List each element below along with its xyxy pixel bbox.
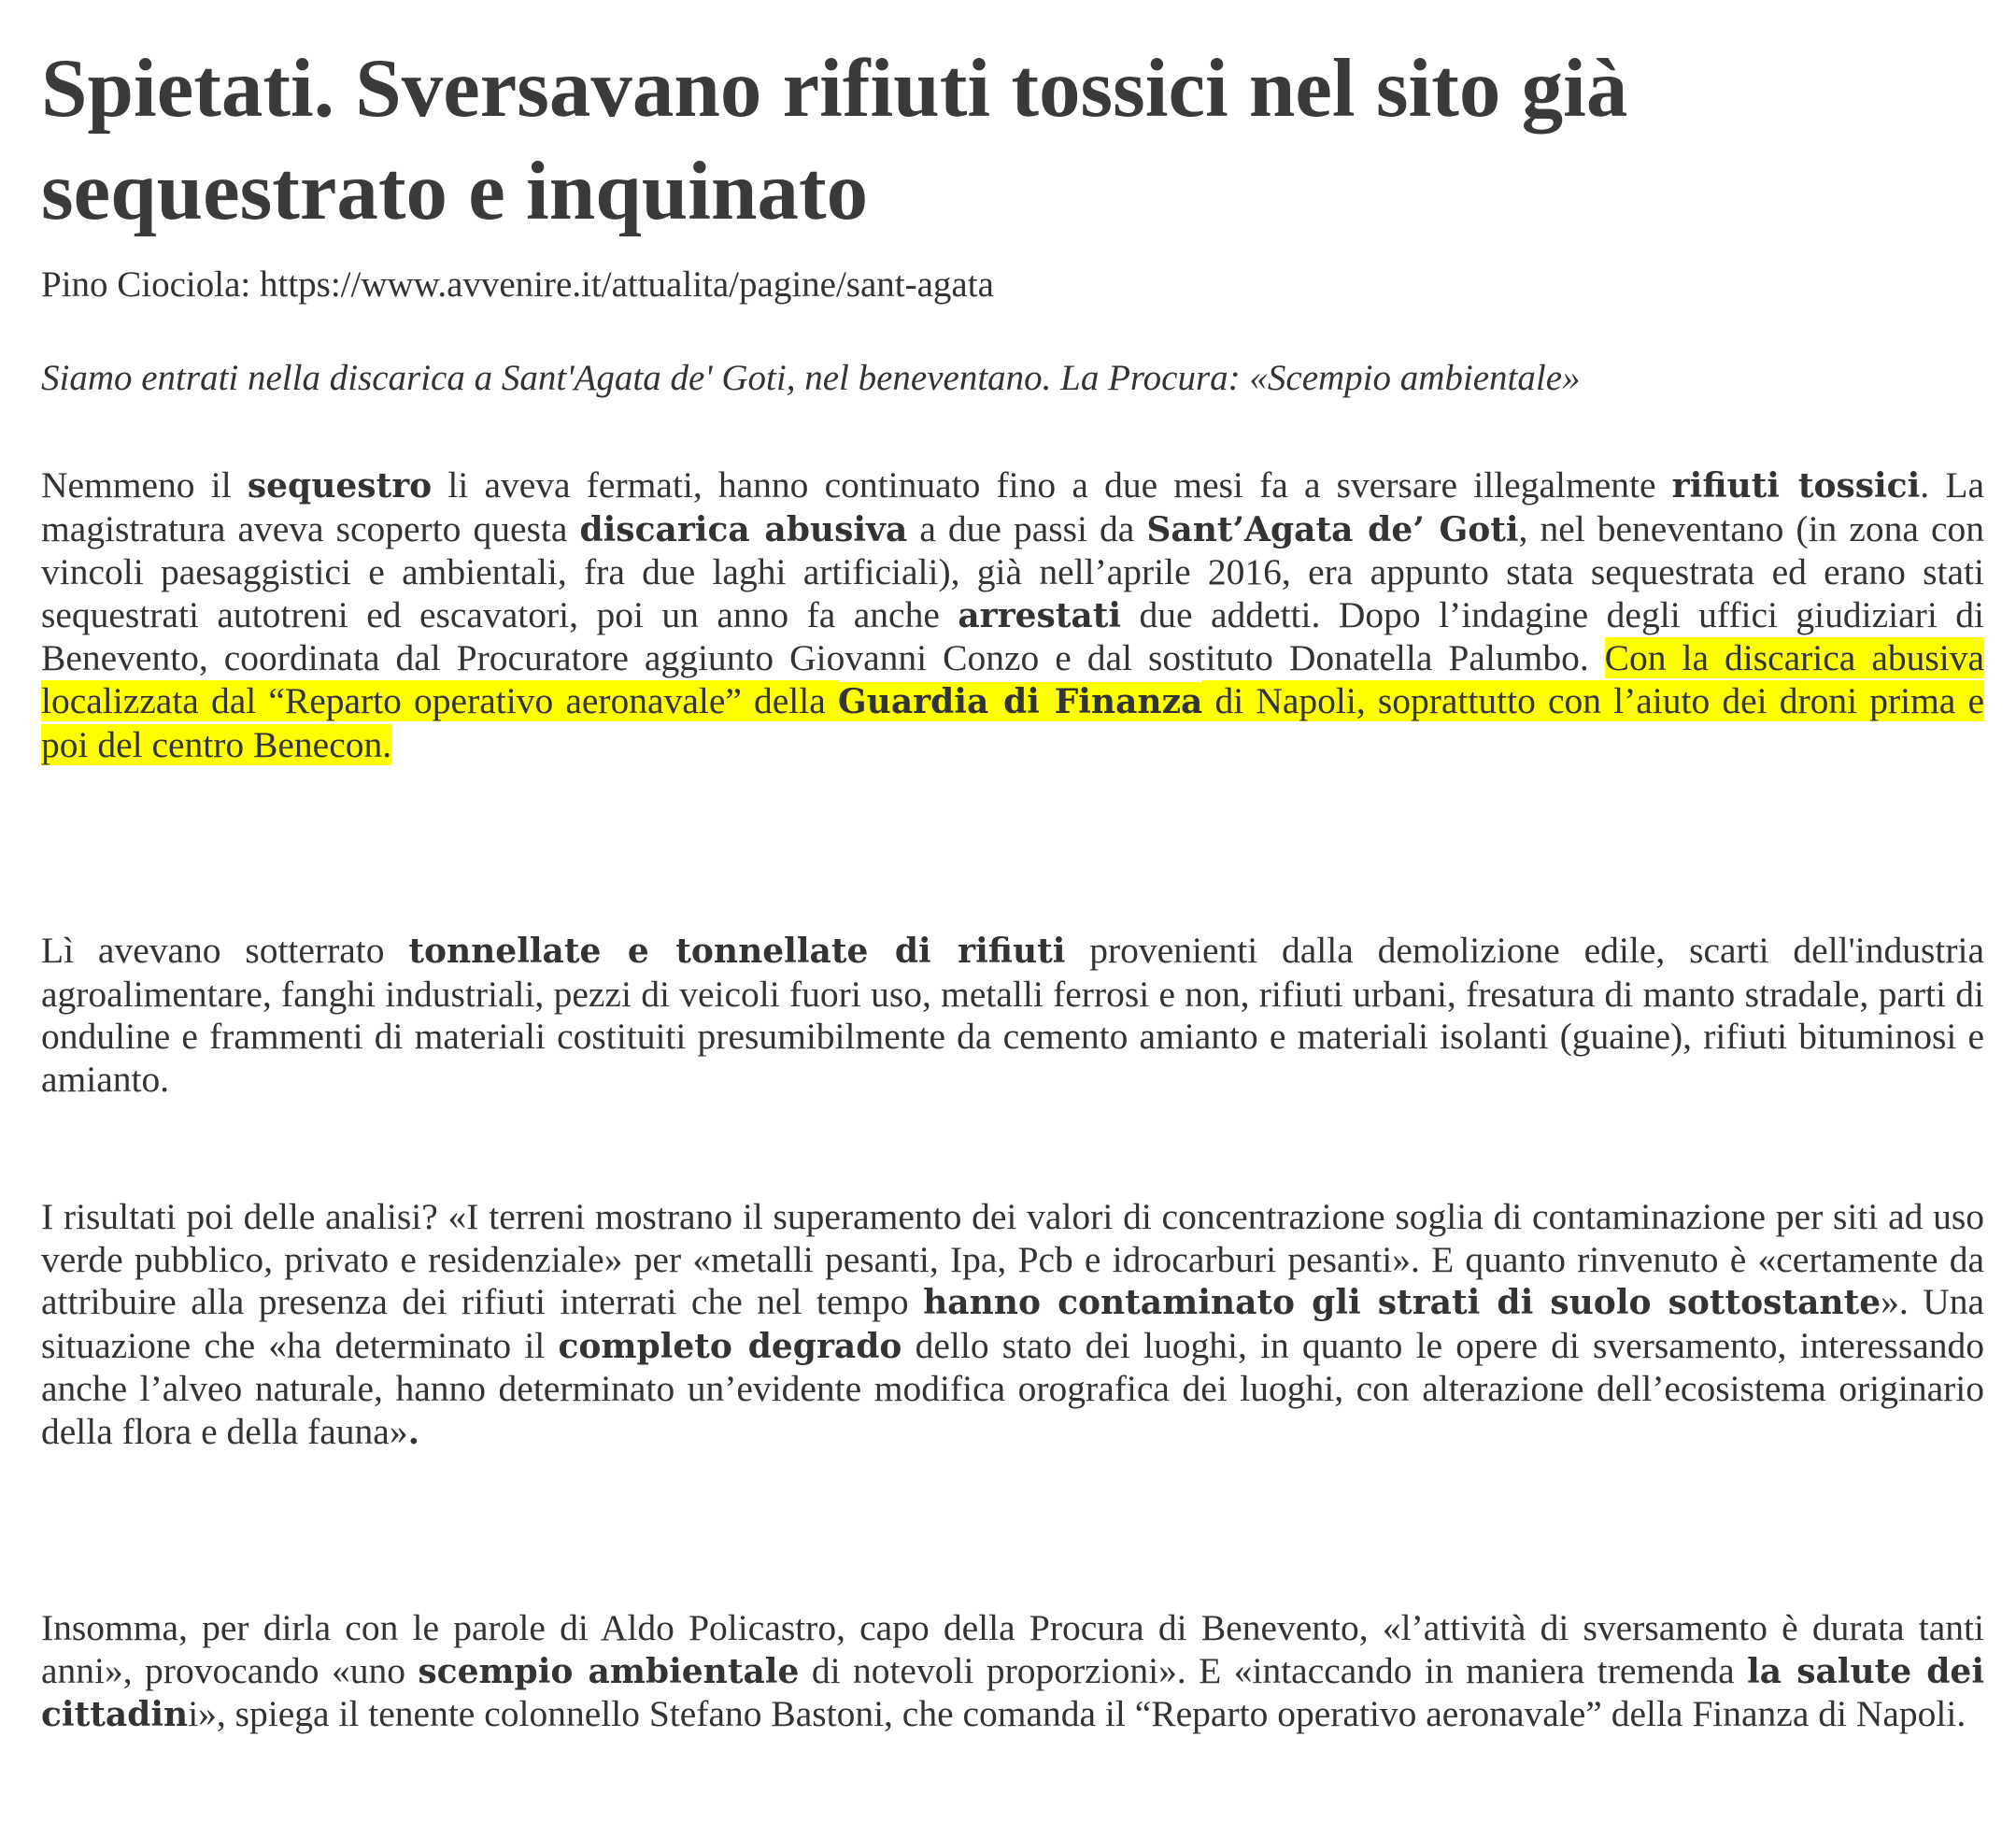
text-run: Insomma, per dirla con le parole di Aldo Policastro, capo della Procura di Benevento, «l’attività di sversamento è durata tanti anni», provocando «uno (41, 1607, 1984, 1691)
paragraph-3 (41, 1196, 1984, 1455)
paragraph-4 (41, 1607, 1984, 1737)
highlighted-text: di Napoli, soprattutto con l’aiuto dei droni prima e poi del centro Benecon. (41, 679, 1984, 765)
paragraph-2 (41, 930, 1984, 1101)
text-run: di notevoli proporzioni». E «intaccando in maniera tremenda (799, 1649, 1748, 1691)
bold-text: rifiuti tossici (1671, 466, 1921, 506)
text-run: a due passi da (907, 507, 1147, 549)
bold-text: sequestro (247, 466, 433, 506)
text-run: provenienti dalla demolizione edile, scarti dell'industria agroalimentare, fanghi industriali, pezzi di veicoli fuori uso, metalli ferrosi e non, rifiuti urbani, fresatura di manto stradale, parti di onduline e frammenti di materiali costituiti presumibilmente da cemento amianto e materiali isolanti (guaine), rifiuti bituminosi e amianto. (41, 930, 1985, 1100)
bold-text: hanno contaminato gli strati di suolo sottostante (923, 1283, 1881, 1323)
bold-text: Sant’Agata de’ Goti (1146, 509, 1519, 549)
text-run: i», spiega il tenente colonnello Stefano Bastoni, che comanda il “Reparto operativo aeronavale” della Finanza di Napoli. (188, 1693, 1966, 1735)
bold-text: . (407, 1412, 420, 1452)
bold-text: la salute dei cittadin (41, 1651, 1984, 1735)
text-run: , nel beneventano (in zona con vincoli paesaggistici e ambientali, fra due laghi artificiali), già nell’aprile 2016, era appunto stata sequestrata ed erano stati sequestrati autotreni ed escavatori, poi un anno fa anche (41, 507, 1984, 635)
bold-text: discarica abusiva (579, 509, 908, 549)
text-run: dello stato dei luoghi, in quanto le opere di sversamento, interessando anche l’alveo naturale, hanno determinato un’evidente modifica orografica dei luoghi, con alterazione dell’ecosistema originario della flora e della fauna» (41, 1324, 1984, 1452)
text-run: Lì avevano sotterrato (41, 930, 409, 971)
bold-text: arrestati (958, 595, 1122, 635)
bold-text: scempio ambientale (418, 1651, 800, 1691)
text-run: Nemmeno il (41, 464, 248, 506)
text-run: . La magistratura aveva scoperto questa (41, 464, 1984, 549)
text-run: ». Una situazione che «ha determinato il (41, 1281, 1984, 1366)
article-byline: Pino Ciociola: https://www.avvenire.it/attualita/pagine/sant-agata (41, 264, 994, 305)
paragraph-1 (41, 464, 1984, 766)
highlighted-text: Con la discarica abusiva localizzata dal “Reparto operativo aeronavale” della (41, 637, 1984, 721)
text-run: due addetti. Dopo l’indagine degli uffici giudiziari di Benevento, coordinata dal Procuratore aggiunto Giovanni Conzo e dal sostituto Donatella Palumbo. (41, 593, 1984, 679)
article-subtitle: Siamo entrati nella discarica a Sant'Agata de' Goti, nel beneventano. La Procura: «Scempio ambientale» (41, 358, 1581, 398)
highlighted-bold-text: Guardia di Finanza (837, 681, 1203, 721)
bold-text: tonnellate e tonnellate di rifiuti (408, 932, 1066, 971)
text-run: I risultati poi delle analisi? «I terreni mostrano il superamento dei valori di concentrazione soglia di contaminazione per siti ad uso verde pubblico, privato e residenziale» per «metalli pesanti, Ipa, Pcb e idrocarburi pesanti». E quanto rinvenuto è «certamente da attribuire alla presenza dei rifiuti interrati che nel tempo (41, 1196, 1984, 1323)
bold-text: completo degrado (558, 1326, 902, 1366)
article-title: Spietati. Sversavano rifiuti tossici nel sito già sequestrato e inquinato (41, 43, 1628, 237)
text-run: li aveva fermati, hanno continuato fino a due mesi fa a sversare illegalmente (432, 464, 1672, 506)
